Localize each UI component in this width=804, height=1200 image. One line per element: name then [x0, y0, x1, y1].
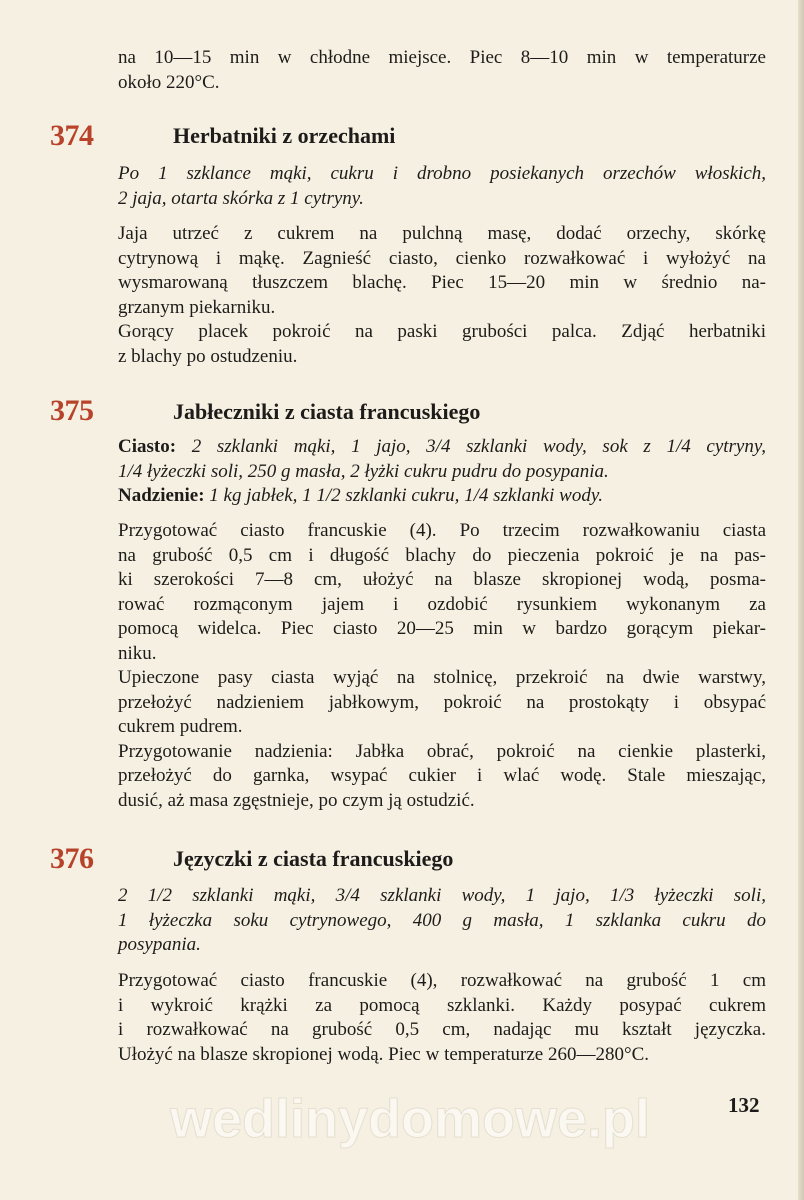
text-line: ki szerokości 7—8 cm, ułożyć na blasze skropionej wodą, posma-	[118, 569, 766, 590]
recipe-instructions	[118, 222, 766, 369]
text-line: i wykroić krążki za pomocą szklanki. Każdy posypać cukrem	[118, 994, 766, 1016]
ingredients-line: 1 łyżeczka soku cytrynowego, 400 g masła, 1 szklanka cukru do	[118, 909, 766, 931]
page-edge	[798, 0, 804, 1200]
ingredients-label: Nadzienie:	[118, 485, 205, 506]
text-line: dusić, aż masa zgęstnieje, po czym ją ostudzić.	[118, 789, 475, 811]
text-line: wysmarowaną tłuszczem blachę. Piec 15—20 min w średnio na-	[118, 272, 766, 293]
text-line: przełożyć do garnka, wsypać cukier i wlać wodę. Stale mieszając,	[118, 765, 766, 786]
text-line: około 220°C.	[118, 71, 220, 93]
text-line: na 10—15 min w chłodne miejsce. Piec 8—10 min w temperaturze	[118, 47, 766, 68]
text-line: grzanym piekarniku.	[118, 296, 276, 318]
page-number: 132	[728, 1093, 760, 1117]
ingredients-text: 2 szklanki mąki, 1 jajo, 3/4 szklanki wody, sok z 1/4 cytryny,	[176, 436, 766, 457]
recipe-title: Herbatniki z orzechami	[173, 123, 396, 148]
ingredients-line: 2 jaja, otarta skórka z 1 cytryny.	[118, 187, 364, 209]
ingredients-label: Ciasto:	[118, 436, 177, 457]
recipe-instructions	[118, 969, 766, 1067]
ingredients-line: Po 1 szklance mąki, cukru i drobno posiekanych orzechów włoskich,	[118, 163, 766, 184]
text-line: Przygotować ciasto francuskie (4). Po trzecim rozwałkowaniu ciasta	[118, 520, 766, 541]
recipe-instructions	[118, 519, 766, 813]
recipe-ingredients	[118, 162, 766, 211]
text-line: Upieczone pasy ciasta wyjąć na stolnicę, przekroić na dwie warstwy,	[118, 667, 766, 688]
ingredients-line	[118, 435, 766, 460]
ingredients-line	[118, 484, 766, 509]
recipe-number: 376	[50, 842, 94, 875]
recipe-number: 374	[50, 119, 94, 152]
ingredients-text: 1 kg jabłek, 1 1/2 szklanki cukru, 1/4 szklanki wody.	[204, 485, 603, 506]
watermark-text: wedlinydomowe.pl	[169, 1089, 651, 1149]
recipe-ingredients	[118, 884, 766, 958]
text-line: Jaja utrzeć z cukrem na pulchną masę, dodać orzechy, skórkę	[118, 223, 766, 244]
text-line: niku.	[118, 642, 157, 664]
text-line: pomocą widelca. Piec ciasto 20—25 min w bardzo gorącym piekar-	[118, 618, 766, 639]
text-line: Ułożyć na blasze skropionej wodą. Piec w temperaturze 260—280°C.	[118, 1043, 649, 1065]
ingredients-line: 1/4 łyżeczki soli, 250 g masła, 2 łyżki cukru pudru do posypania.	[118, 460, 609, 482]
watermark	[90, 1085, 730, 1155]
text-line: Przygotowanie nadzienia: Jabłka obrać, pokroić na cienkie plasterki,	[118, 740, 766, 762]
recipe-ingredients	[118, 435, 766, 509]
text-line: cytrynową i mąkę. Zagnieść ciasto, cienko rozwałkować i wyłożyć na	[118, 247, 766, 269]
recipe-number: 375	[50, 394, 94, 427]
text-line: z blachy po ostudzeniu.	[118, 345, 298, 367]
intro-paragraph	[118, 46, 766, 95]
ingredients-line: posypania.	[118, 934, 201, 955]
text-line: rować rozmąconym jajem i ozdobić rysunkiem wykonanym za	[118, 593, 766, 615]
text-line: Przygotować ciasto francuskie (4), rozwałkować na grubość 1 cm	[118, 970, 766, 991]
recipe-title: Języczki z ciasta francuskiego	[173, 846, 454, 871]
ingredients-line: 2 1/2 szklanki mąki, 3/4 szklanki wody, 1 jajo, 1/3 łyżeczki soli,	[118, 885, 766, 906]
recipe-title: Jabłeczniki z ciasta francuskiego	[173, 399, 481, 424]
text-line: na grubość 0,5 cm i długość blachy do pieczenia pokroić je na pas-	[118, 544, 766, 566]
text-line: Gorący placek pokroić na paski grubości palca. Zdjąć herbatniki	[118, 321, 766, 342]
text-line: i rozwałkować na grubość 0,5 cm, nadając mu kształt języczka.	[118, 1019, 766, 1040]
text-line: cukrem pudrem.	[118, 716, 243, 737]
text-line: przełożyć nadzieniem jabłkowym, pokroić na prostokąty i obsypać	[118, 691, 766, 713]
